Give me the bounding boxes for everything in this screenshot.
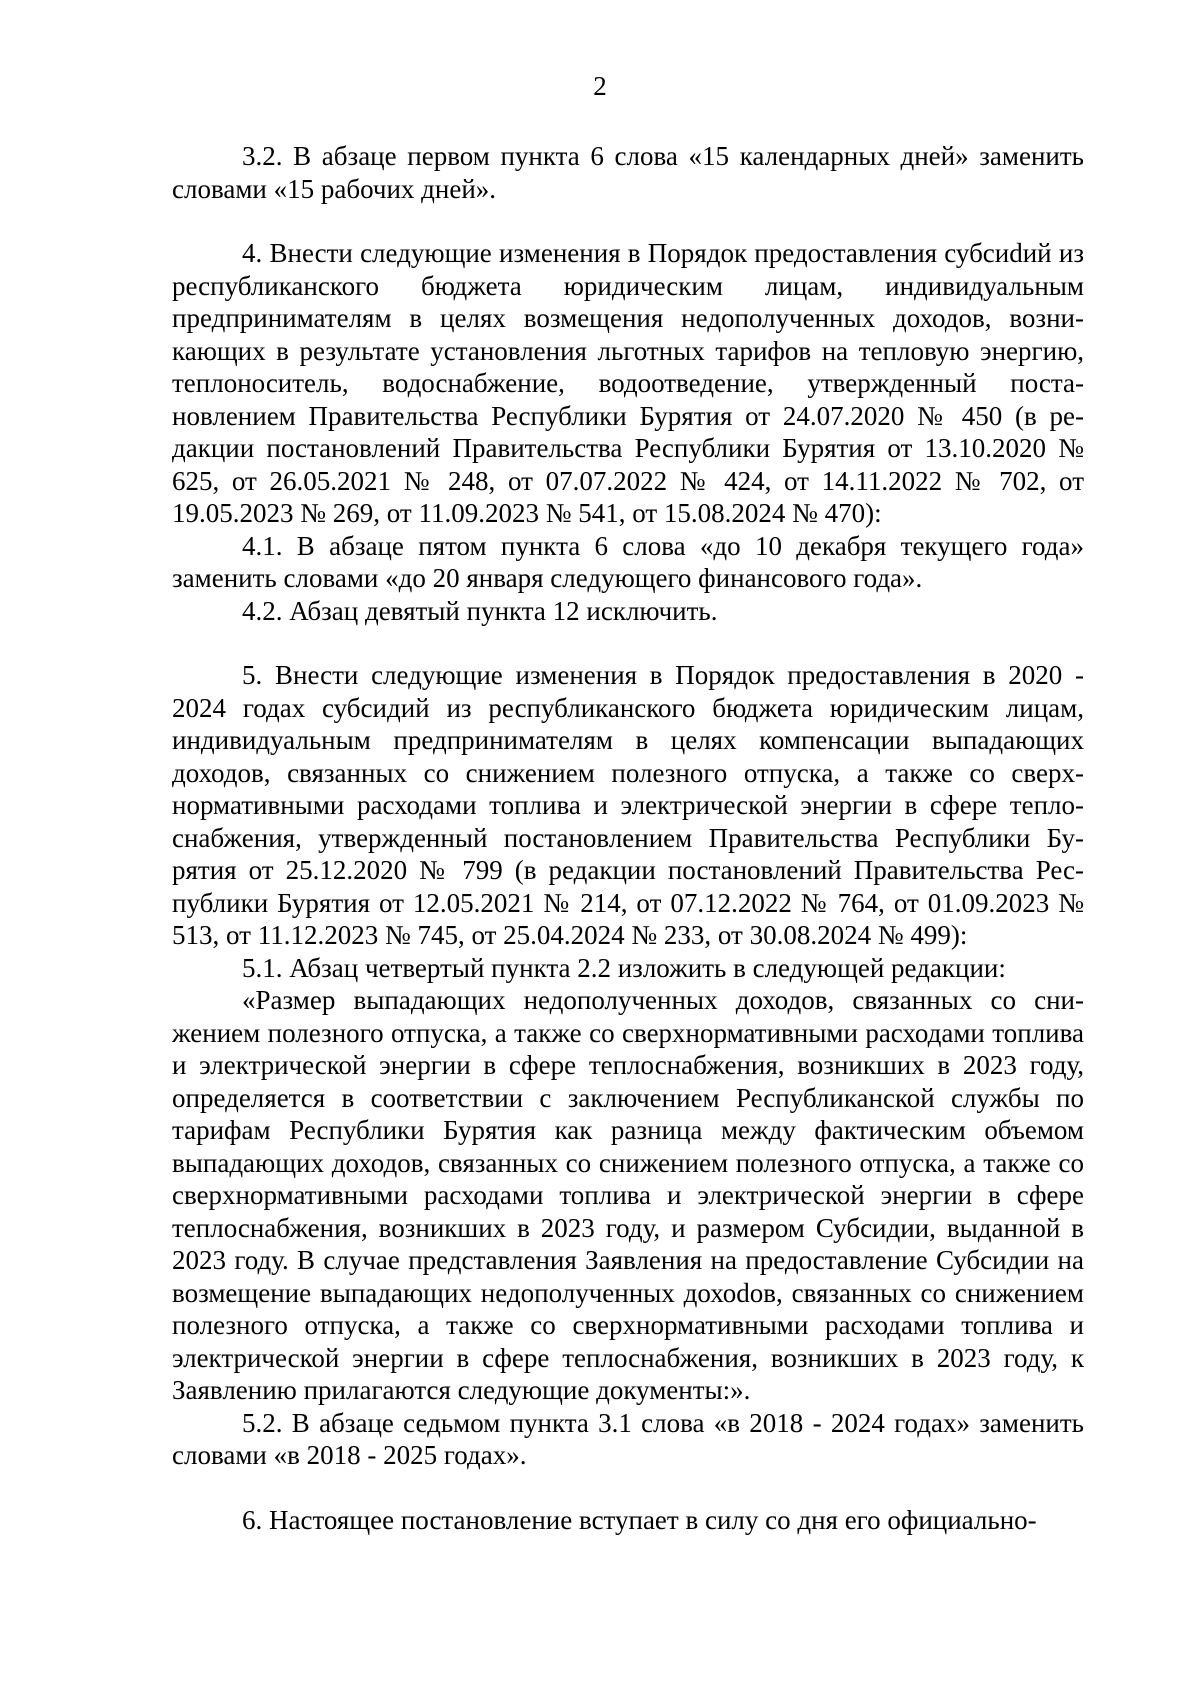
paragraph-p5: 5. Внести следующие изменения в Порядок предоставления в 2020 - 2024 годах субсидий из республиканского бюджета юридическим лицам, индивидуальным предпринимателям в целях компенсации выпадающих доходов, связанных со снижением полезного отпуска, а также со сверхнормативными расходами топлива и электрической энергии в сфере теплоснабжения, утвержденный постановлением Правительства Республики Бурятия от 25.12.2020 № 799 (в редакции постановлений Правительства Республики Бурятия от 12.05.2021 № 214, от 07.12.2022 № 764, от 01.09.2023 № 513, от 11.12.2023 № 745, от 25.04.2024 № 233, от 30.08.2024 № 499):: [172, 660, 1084, 950]
paragraph-p4: 4. Внести следующие изменения в Порядок предоставления субсиdий из республиканского бюджета юридическим лицам, индивидуальным предпринимателям в целях возмещения недополученных доходов, возникающих в результате установления льготных тарифов на тепловую энергию, теплоноситель, водоснабжение, водоотведение, утвержденный постановлением Правительства Республики Бурятия от 24.07.2020 № 450 (в редакции постановлений Правительства Республики Бурятия от 13.10.2020 № 625, от 26.05.2021 № 248, от 07.07.2022 № 424, от 14.11.2022 № 702, от 19.05.2023 № 269, от 11.09.2023 № 541, от 15.08.2024 № 470):: [172, 238, 1084, 528]
paragraph-p5-2: 5.2. В абзаце седьмом пункта 3.1 слова «в 2018 - 2024 годах» заменить словами «в 2018 - 2025 годах».: [172, 1407, 1084, 1470]
document-body: [172, 140, 1084, 1536]
paragraph-p5-1-quote: «Размер выпадающих недополученных доходов, связанных со снижением полезного отпуска, а также со сверхнормативными расходами топлива и электрической энергии в сфере теплоснабжения, возникших в 2023 году, определяется в соответствии с заключением Республиканской службы по тарифам Республики Бурятия как разница между фактическим объемом выпадающих доходов, связанных со снижением полезного отпуска, а также со сверхнормативными расходами топлива и электрической энергии в сфере теплоснабжения, возникших в 2023 году, и размером Субсидии, выданной в 2023 году. В случае представления Заявления на предоставление Субсидии на возмещение выпадающих недополученных дохоdов, связанных со снижением полезного отпуска, а также со сверхнормативными расходами топлива и электрической энергии в сфере теплоснабжения, возникших в 2023 году, к Заявлению прилагаются следующие документы:».: [172, 985, 1084, 1405]
paragraph-p6: 6. Настоящее постановление вступает в силу со дня его официально-: [242, 1504, 1037, 1535]
paragraph-p5-1: 5.1. Абзац четвертый пункта 2.2 изложить в следующей редакции:: [242, 952, 1006, 983]
paragraph-p3-2: 3.2. В абзаце первом пункта 6 слова «15 календарных дней» заменить словами «15 рабочих дней».: [172, 141, 1084, 204]
paragraph-p4-2: 4.2. Абзац девятый пункта 12 исключить.: [242, 595, 718, 626]
page-number: 2: [593, 71, 607, 101]
paragraph-p4-1: 4.1. В абзаце пятом пункта 6 слова «до 10 декабря текущего года» заменить словами «до 20 января следующего финансового года».: [172, 530, 1084, 593]
